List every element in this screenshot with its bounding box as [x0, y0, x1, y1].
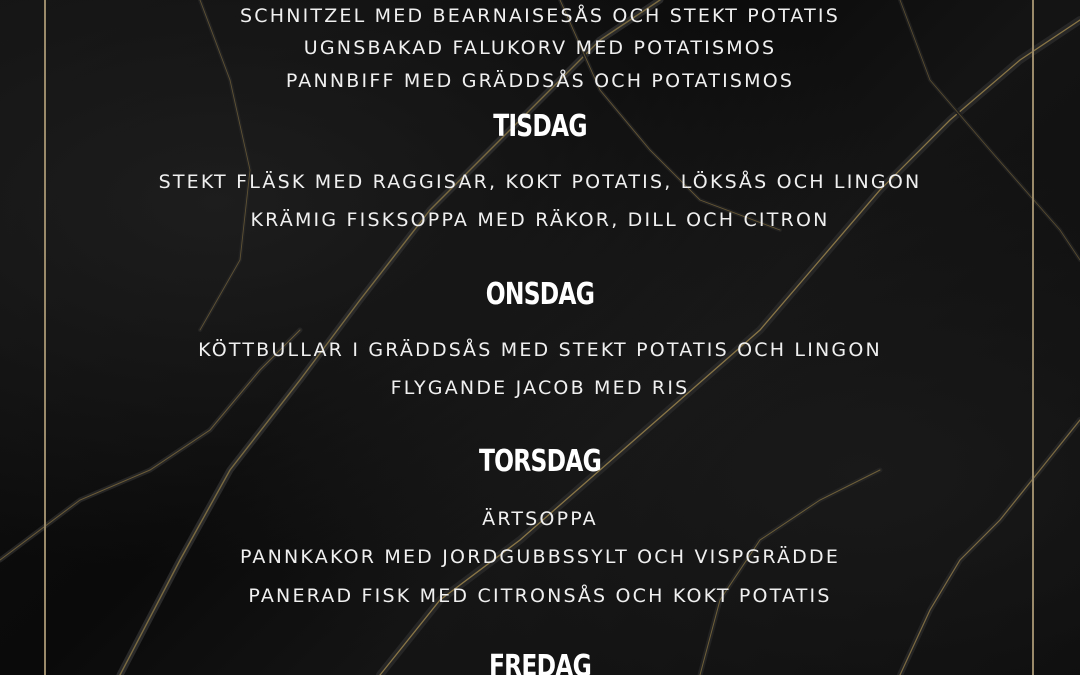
monday-dish-2: UGNSBAKAD FALUKORV MED POTATISMOS — [303, 37, 777, 59]
thursday-dish-2: PANNKAKOR MED JORDGUBBSSYLT OCH VISPGRÄDDE — [239, 546, 841, 568]
day-heading-tuesday: TISDAG — [493, 109, 587, 144]
day-heading-friday: FREDAG — [488, 649, 592, 675]
tuesday-dish-2: KRÄMIG FISKSOPPA MED RÄKOR, DILL OCH CITRON — [250, 209, 830, 231]
monday-dish-3: PANNBIFF MED GRÄDDSÅS OCH POTATISMOS — [285, 70, 795, 92]
thursday-dish-1: ÄRTSOPPA — [482, 508, 598, 530]
day-heading-thursday: TORSDAG — [478, 444, 601, 479]
tuesday-dish-1: STEKT FLÄSK MED RAGGISAR, KOKT POTATIS, LÖKSÅS OCH LINGON — [158, 171, 922, 193]
monday-dish-1: SCHNITZEL MED BEARNAISESÅS OCH STEKT POTATIS — [239, 5, 840, 27]
thursday-dish-3: PANERAD FISK MED CITRONSÅS OCH KOKT POTATIS — [248, 585, 832, 607]
wednesday-dish-2: FLYGANDE JACOB MED RIS — [390, 377, 690, 399]
day-heading-wednesday: ONSDAG — [485, 277, 595, 312]
wednesday-dish-1: KÖTTBULLAR I GRÄDDSÅS MED STEKT POTATIS OCH LINGON — [198, 339, 882, 361]
